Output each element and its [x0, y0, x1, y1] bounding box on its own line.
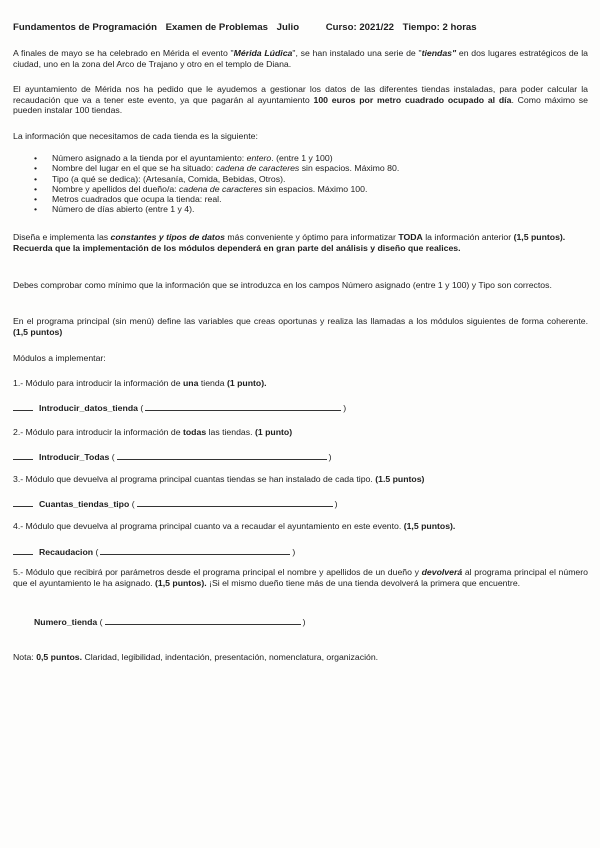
module-2-description: 2.- Módulo para introducir la información de todas las tiendas. (1 punto): [13, 427, 293, 437]
list-item: • Metros cuadrados que ocupa la tienda: real.: [34, 194, 554, 204]
list-item: • Nombre y apellidos del dueño/a: cadena de caracteres sin espacios. Máximo 100.: [34, 184, 554, 194]
info-needed-text: La información que necesitamos de cada tienda es la siguiente:: [13, 131, 258, 141]
return-type-blank[interactable]: [13, 498, 33, 507]
function-name: Introducir_Todas: [39, 452, 110, 462]
return-type-blank[interactable]: [13, 451, 33, 460]
intro-text: . Como máximo se pueden instalar 100 tiendas.: [13, 94, 588, 116]
modules-title: Módulos a implementar:: [13, 353, 106, 363]
intro-text: El ayuntamiento de Mérida nos ha pedido que le ayudemos a gestionar los datos de las diferentes tiendas instaladas, para poder calcular la recaudación que va a tener este evento, ya que pagarán al ayuntamiento: [13, 84, 588, 105]
params-blank[interactable]: [117, 451, 327, 460]
list-item: • Nombre del lugar en el que se ha situado: cadena de caracteres sin espacios. Máximo 80.: [34, 163, 554, 173]
validation-paragraph: Debes comprobar como mínimo que la información que se introduzca en los campos Número asignado (entre 1 y 100) y Tipo son correctos.: [13, 280, 552, 290]
module-1-description: 1.- Módulo para introducir la información de una tienda (1 punto).: [13, 378, 267, 388]
design-reminder: Recuerda que la implementación de los módulos dependerá en gran parte del análisis y diseño que realices.: [13, 242, 461, 253]
list-item: • Número asignado a la tienda por el ayuntamiento: entero. (entre 1 y 100): [34, 153, 554, 163]
course-name: Fundamentos de Programación: [13, 22, 157, 33]
event-name: Mérida Lúdica: [233, 48, 293, 58]
module-4-description: 4.- Módulo que devuelva al programa principal cuanto va a recaudar el ayuntamiento en este evento. (1,5 puntos).: [13, 521, 456, 531]
params-blank[interactable]: [100, 546, 290, 555]
params-blank[interactable]: [145, 402, 341, 411]
module-2-signature: Introducir_Todas ( ): [13, 451, 332, 463]
intro-text: ", se han instalado una serie de ": [292, 48, 422, 58]
params-blank[interactable]: [137, 498, 333, 507]
function-name: Numero_tienda: [34, 617, 98, 627]
intro-paragraph-3: [13, 131, 588, 142]
academic-year: Curso: 2021/22: [325, 22, 394, 33]
fee-highlight: 100 euros por metro cuadrado ocupado al día: [313, 94, 512, 105]
tiendas-term: tiendas": [421, 48, 457, 58]
return-type-blank[interactable]: [13, 546, 33, 555]
exam-type: Examen de Problemas: [165, 22, 268, 33]
function-name: Recaudacion: [39, 547, 94, 557]
return-type-blank[interactable]: [13, 402, 33, 411]
module-3-signature: Cuantas_tiendas_tipo ( ): [13, 498, 338, 510]
function-name: Cuantas_tiendas_tipo: [39, 499, 130, 509]
store-fields-list: [34, 153, 554, 215]
intro-paragraph-2: [13, 84, 588, 116]
module-4-signature: Recaudacion ( ): [13, 546, 295, 558]
list-item: • Tipo (a qué se dedica): (Artesanía, Comida, Bebidas, Otros).: [34, 174, 554, 184]
exam-duration: Tiempo: 2 horas: [402, 22, 477, 33]
intro-paragraph-1: [13, 48, 588, 69]
note-paragraph: Nota: 0,5 puntos. Claridad, legibilidad, indentación, presentación, nomenclatura, organización.: [13, 652, 379, 662]
intro-text: A finales de mayo se ha celebrado en Mérida el evento ": [13, 48, 234, 58]
module-5-description: 5.- Módulo que recibirá por parámetros desde el programa principal el nombre y apellidos de un dueño y devolverá al programa principal el número que el ayuntamiento le ha asignado. (1,5 puntos). ¡Si el mismo dueño tiene más de una tienda devolverá la primera que encuentre.: [13, 567, 588, 588]
exam-header: [13, 23, 483, 34]
module-3-description: 3.- Módulo que devuelva al programa principal cuantas tiendas se han instalado de cada tipo. (1.5 puntos): [13, 474, 425, 484]
list-item: • Número de días abierto (entre 1 y 4).: [34, 204, 554, 214]
module-5-signature: Numero_tienda ( ): [34, 617, 306, 627]
intro-text: en dos lugares estratégicos de la ciudad, uno en la zona del Arco de Trajano y otro en el templo de Diana.: [13, 48, 588, 69]
function-name: Introducir_datos_tienda: [39, 403, 138, 413]
design-paragraph: Diseña e implementa las constantes y tipos de datos más conveniente y óptimo para informatizar TODA la información anterior (1,5 puntos). Recuerda que la implementación de los módulos dependerá en gran parte del análisis y diseño que realices.: [13, 232, 566, 253]
exam-session: Julio: [276, 22, 300, 33]
params-blank[interactable]: [105, 616, 301, 625]
module-1-signature: Introducir_datos_tienda ( ): [13, 402, 346, 414]
main-program-paragraph: En el programa principal (sin menú) define las variables que creas oportunas y realiza las llamadas a los módulos siguientes de forma coherente. (1,5 puntos): [13, 316, 588, 337]
